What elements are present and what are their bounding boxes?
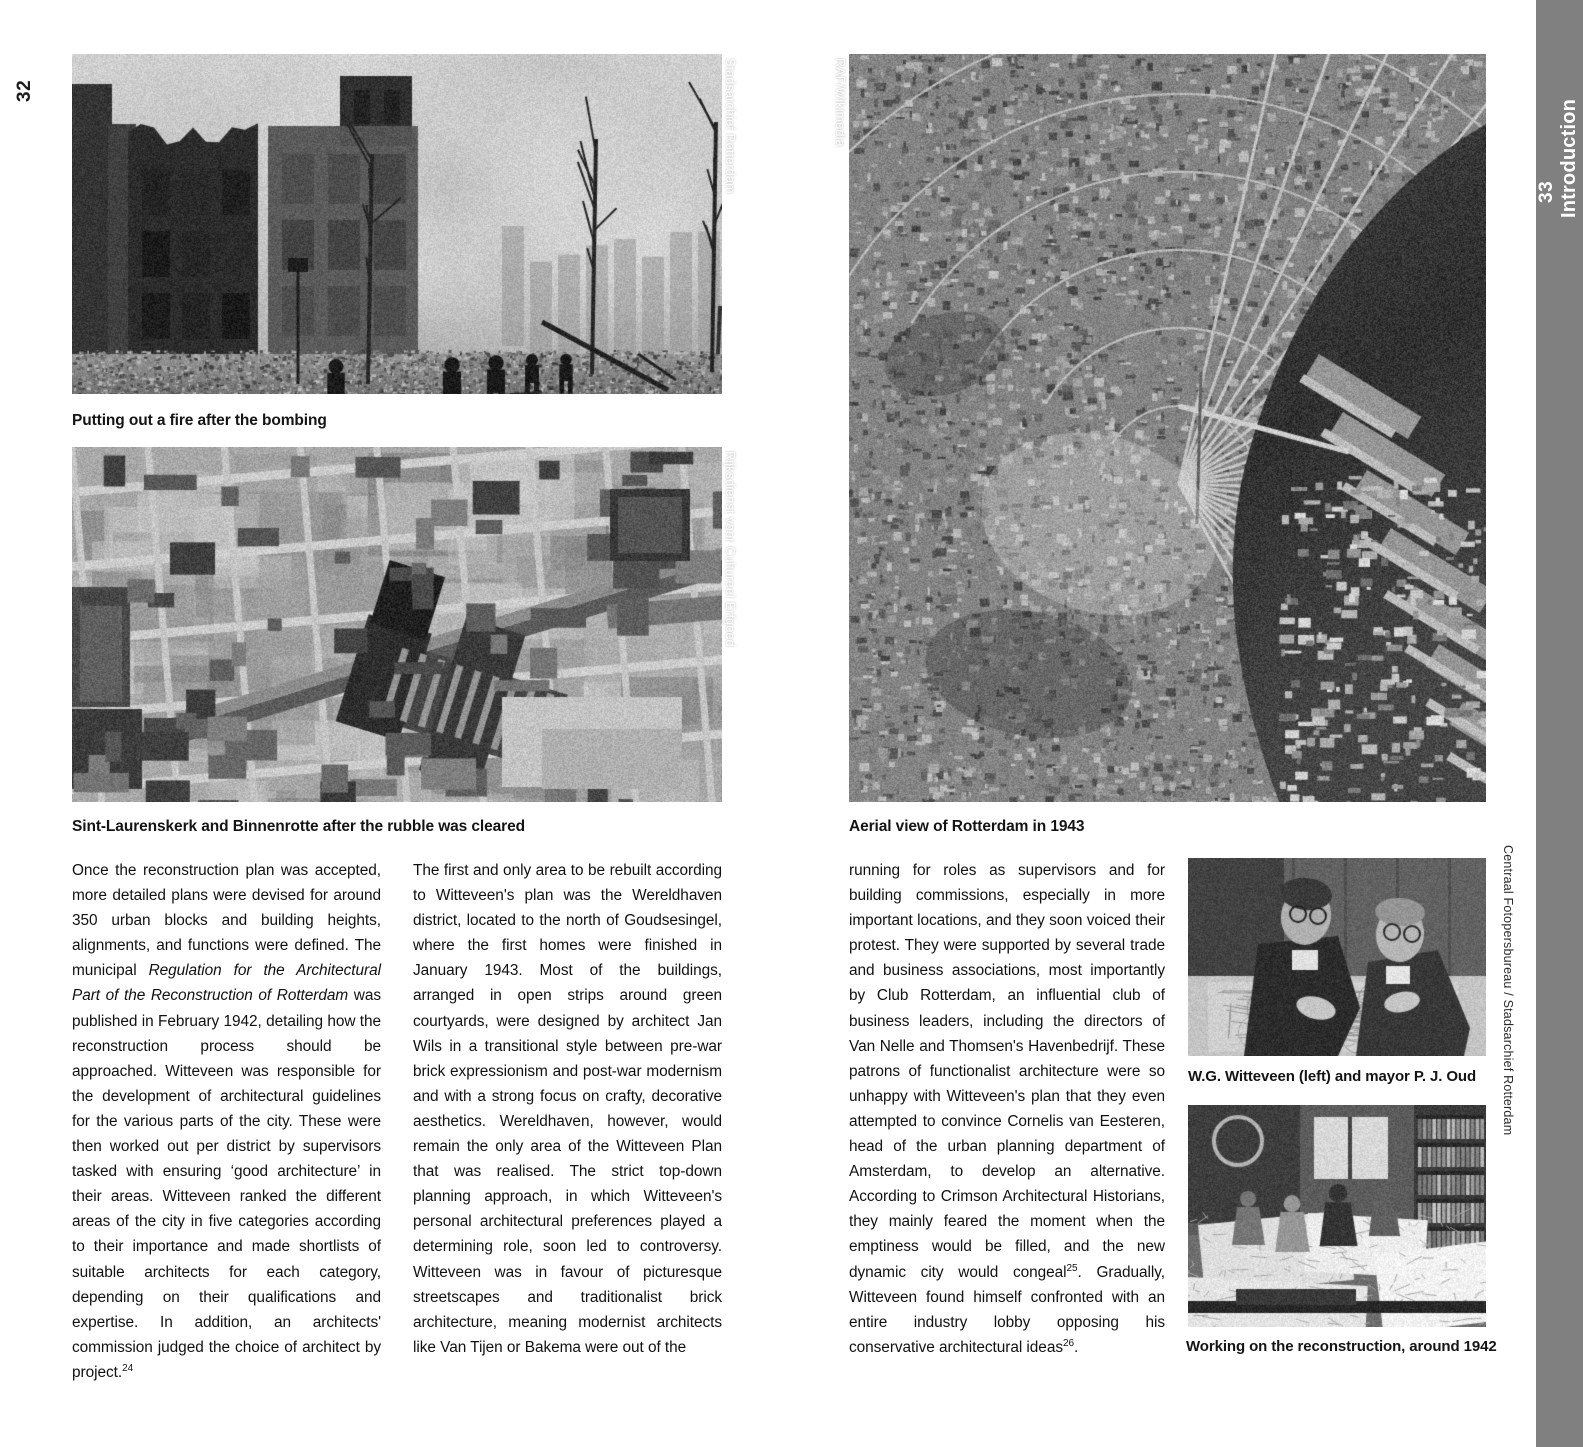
figure-caption-sint-laurenskerk: Sint-Laurenskerk and Binnenrotte after the rubble was cleared xyxy=(72,818,525,835)
page-number-left: 32 xyxy=(14,79,35,102)
text-run: 25 xyxy=(1066,1262,1078,1274)
text-run: was published in February 1942, detailing how the reconstruction process should be approached. Witteveen was responsible for the development of architectural guidelines for the various parts of the city. These were then worked out per district by supervisors tasked with ensuring ‘good architecture’ in their areas. Witteveen ranked the different areas of the city in five categories according to their importance and made shortlists of suitable architects for each category, depending on their qualifications and expertise. In addition, an architects' commission judged the choice of architect by project. xyxy=(72,987,381,1381)
section-label: Introduction xyxy=(1558,98,1580,218)
figure-putting-out-fire xyxy=(72,54,722,394)
figure-caption-working-on-reconstruction: Working on the reconstruction, around 1942 xyxy=(1186,1338,1497,1355)
text-run: . Gradually, Witteveen found himself confronted with an entire industry lobby opposing his conservative architectural ideas xyxy=(849,1263,1165,1356)
body-column-3 xyxy=(849,858,1165,1360)
figure-aerial-view-rotterdam xyxy=(849,54,1486,802)
figure-credit-rijksdienst-cultureel-erfgoed: Rijksdienst voor Cultureel Erfgoed xyxy=(723,451,737,647)
text-run: 24 xyxy=(122,1362,134,1374)
body-column-1 xyxy=(72,858,381,1385)
body-column-2 xyxy=(413,858,722,1360)
figure-credit-centraal-fotopersbureau: Centraal Fotopersbureau / Stadsarchief Rotterdam xyxy=(1501,845,1515,1136)
figure-sint-laurenskerk xyxy=(72,447,722,802)
text-run: The first and only area to be rebuilt according to Witteveen's plan was the Wereldhaven district, located to the north of Goudsesingel, where the first homes were finished in January 1943. Most of the buildings, arranged in open strips around green courtyards, were designed by architect Jan Wils in a transitional style between pre-war brick expressionism and post-war modernism and with a strong focus on crafty, decorative aesthetics. Wereldhaven, however, would remain the only area of the Witteveen Plan that was realised. The strict top-down planning approach, in which Witteveen's personal architectural preferences played a determining role, soon led to controversy. Witteveen was in favour of picturesque streetscapes and traditionalist brick architecture, meaning modernist architects like Van Tijen or Bakema were out of the xyxy=(413,862,722,1356)
text-run: . xyxy=(1074,1338,1079,1356)
text-run: Regulation for the Architectural Part of the Reconstruction of Rotterdam xyxy=(72,962,381,1005)
text-run: running for roles as supervisors and for building commissions, especially in more important locations, and they soon voiced their protest. They were supported by several trade and business associations, most importantly by Club Rotterdam, an influential club of business leaders, including the directors of Van Nelle and Thomsen's Havenbedrijf. These patrons of functionalist architecture were so unhappy with Witteveen's plan that they even attempted to convince Cornelis van Eesteren, head of the urban planning department of Amsterdam, to develop an alternative. According to Crimson Architectural Historians, they mainly feared the moment when the emptiness would be filled, and the new dynamic city would congeal xyxy=(849,862,1165,1281)
text-run: 26 xyxy=(1062,1337,1075,1349)
figure-credit-raf-wikimedia: RAF/Wikimedia xyxy=(833,58,847,147)
page-number-right: 33 xyxy=(1536,180,1557,204)
figure-credit-stadsarchief-rotterdam: Stadsarchief Rotterdam xyxy=(723,58,737,194)
text-run: Once the reconstruction plan was accepted, more detailed plans were devised for around 350 urban blocks and building heights, alignments, and functions were defined. The municipal xyxy=(72,862,381,980)
figure-caption-witteveen-and-oud: W.G. Witteveen (left) and mayor P. J. Oud xyxy=(1188,1068,1477,1085)
figure-caption-aerial-view-rotterdam: Aerial view of Rotterdam in 1943 xyxy=(849,818,1085,835)
figure-working-on-reconstruction xyxy=(1188,1105,1486,1327)
figure-caption-putting-out-fire: Putting out a fire after the bombing xyxy=(72,412,327,429)
section-tab xyxy=(1536,0,1583,1447)
figure-witteveen-and-oud xyxy=(1188,858,1486,1056)
